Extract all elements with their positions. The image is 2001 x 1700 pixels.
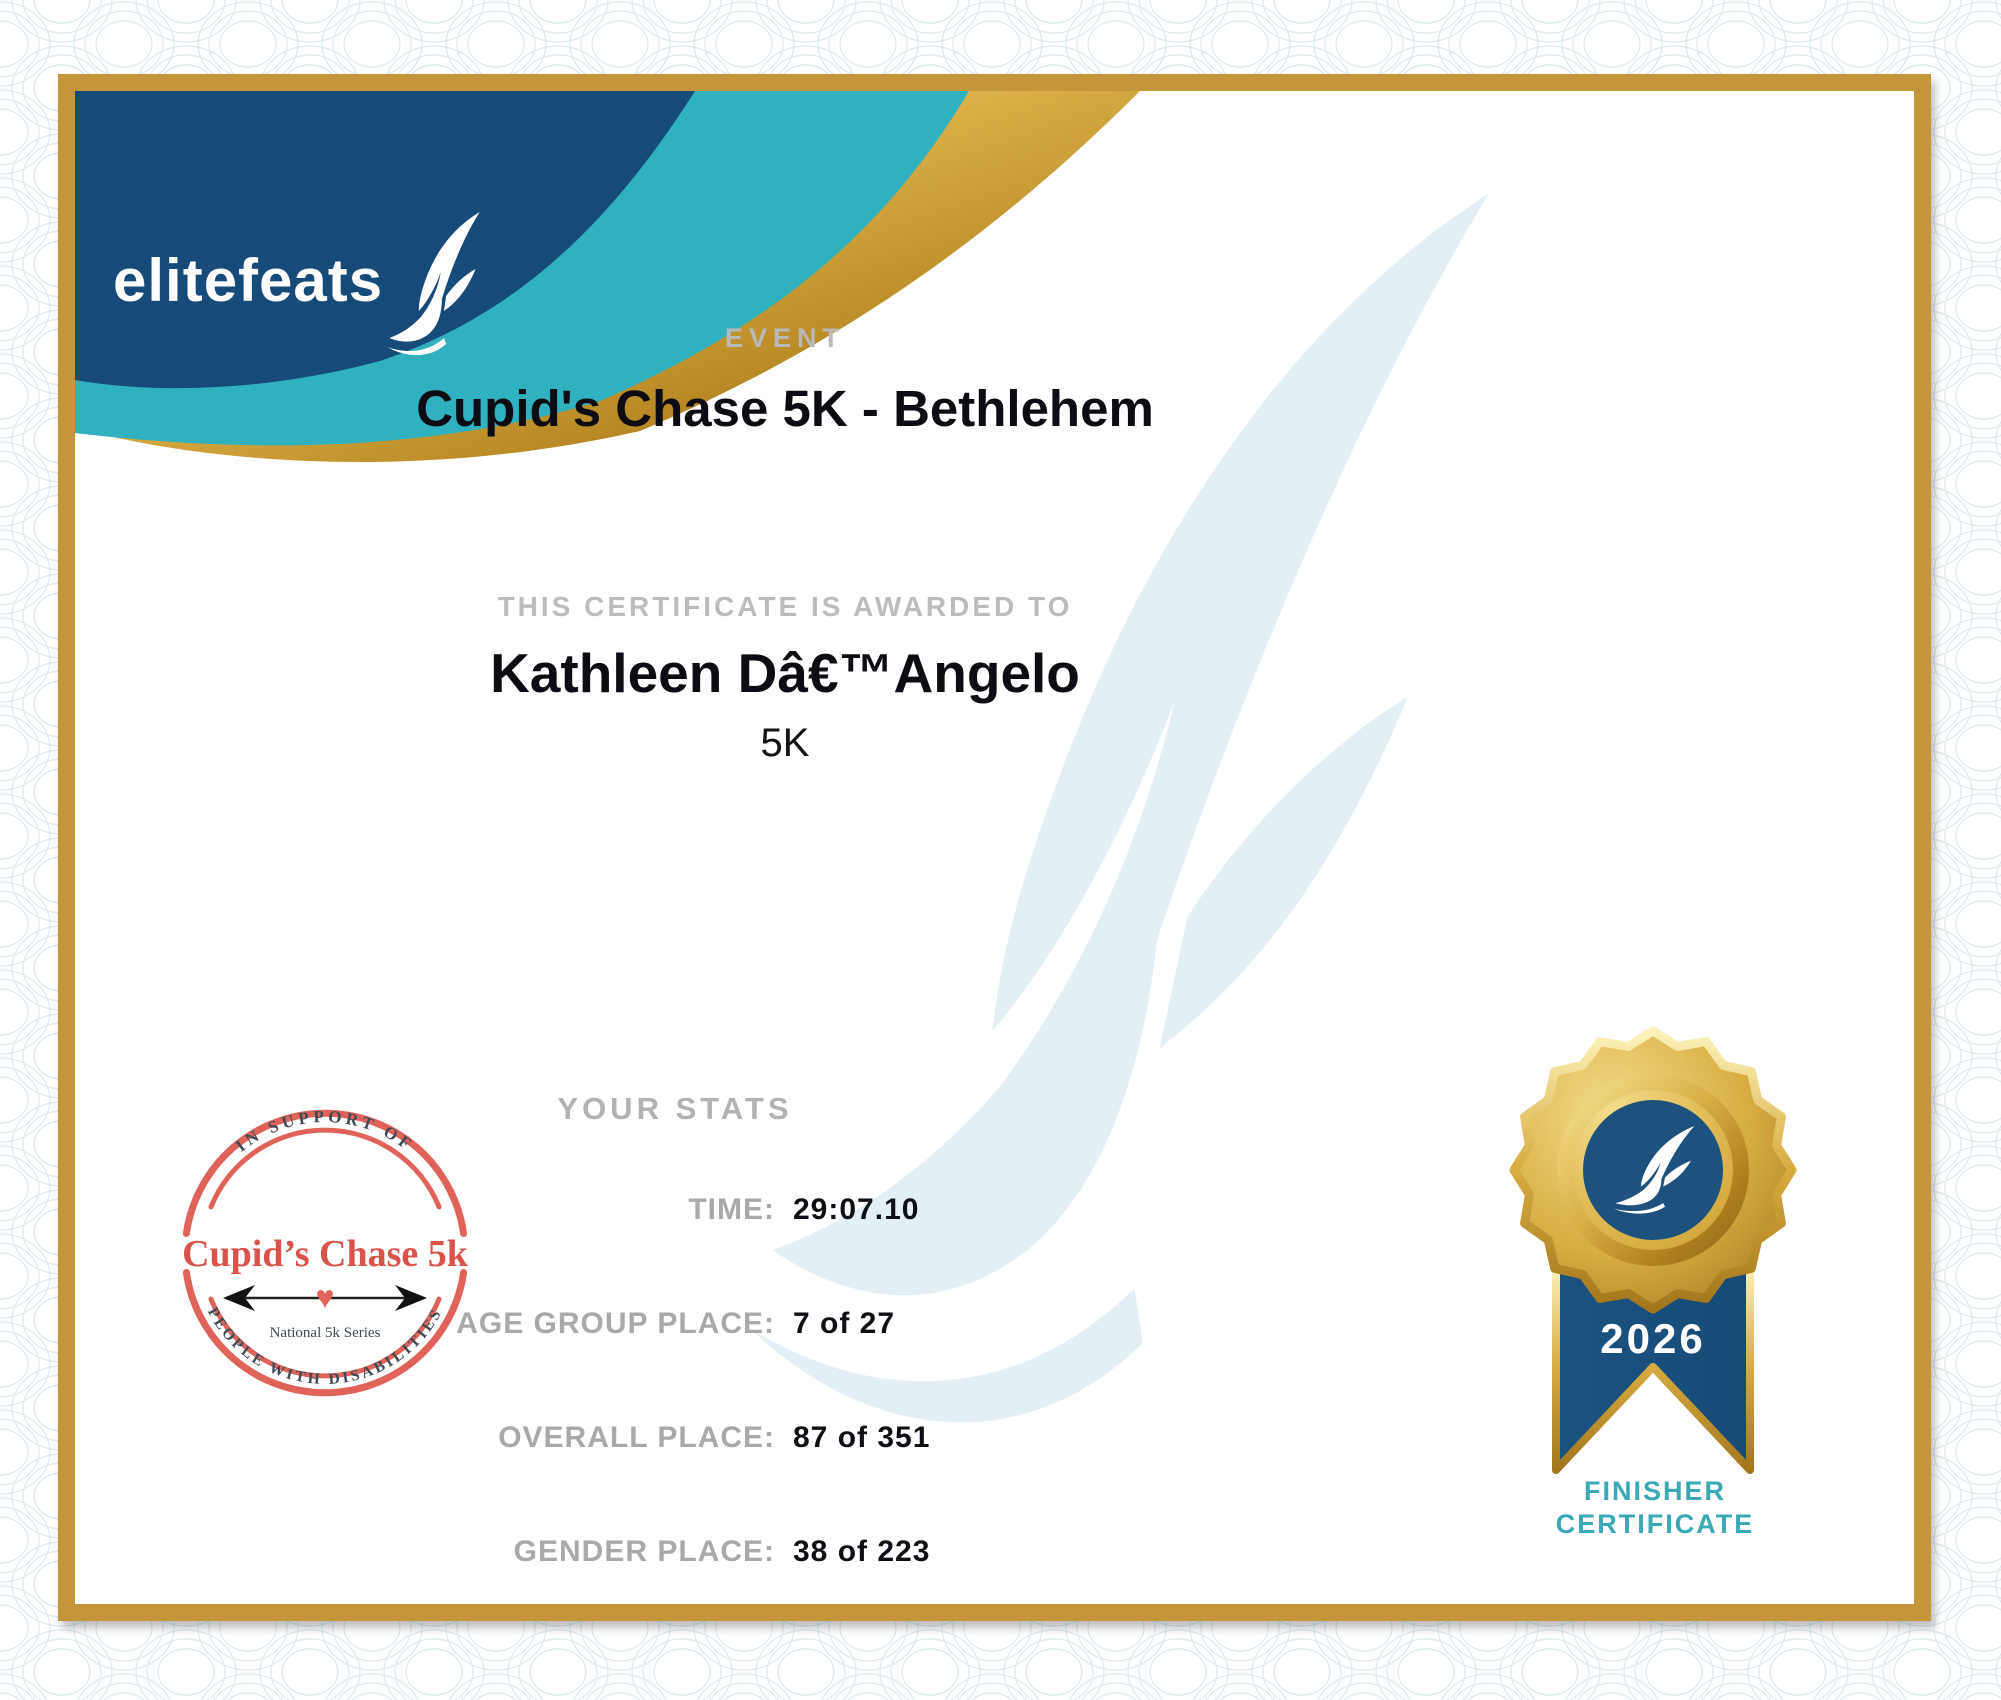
runner-name: Kathleen Dâ€™Angelo (490, 642, 1080, 704)
stat-label: OVERALL PLACE: (498, 1421, 775, 1454)
stamp-arrow-heart (223, 1279, 427, 1315)
stat-row-gender-place (175, 1495, 1435, 1609)
event-title: Cupid's Chase 5K - Bethlehem (416, 380, 1154, 437)
stat-label: AGE GROUP PLACE: (456, 1307, 775, 1340)
stamp-arc-bottom-text: PEOPLE WITH DISABILITIES (203, 1304, 447, 1389)
svg-text:PEOPLE WITH DISABILITIES (204, 1305, 446, 1388)
gold-frame (58, 74, 1931, 1621)
finisher-badge (1490, 1015, 1820, 1655)
medal-art (1490, 1015, 1820, 1475)
stamp-subtitle: National 5k Series (269, 1325, 381, 1341)
stat-value: 38 of 223 (793, 1535, 931, 1568)
your-stats-heading: YOUR STATS (557, 1091, 793, 1126)
brand-logo-text: elitefeats (113, 247, 384, 314)
heart-icon: ♥ (315, 1279, 335, 1315)
stamp-title: Cupid’s Chase 5k (182, 1233, 468, 1275)
stat-value: 87 of 351 (793, 1421, 931, 1454)
stat-label: TIME: (688, 1193, 775, 1226)
finisher-caption-line1: FINISHER (1583, 1476, 1726, 1506)
stat-label: GENDER PLACE: (513, 1535, 775, 1568)
awarded-label: THIS CERTIFICATE IS AWARDED TO (497, 591, 1073, 622)
cupids-chase-stamp (165, 1105, 485, 1405)
stat-value: 29:07.10 (793, 1193, 920, 1226)
medal-year: 2026 (1600, 1315, 1706, 1362)
stat-value: 7 of 27 (793, 1307, 896, 1340)
race-distance: 5K (760, 721, 810, 765)
finisher-caption-line2: CERTIFICATE (1555, 1509, 1755, 1539)
stamp-arc-top-text: IN SUPPORT OF (232, 1106, 418, 1156)
event-label: EVENT (724, 323, 846, 353)
